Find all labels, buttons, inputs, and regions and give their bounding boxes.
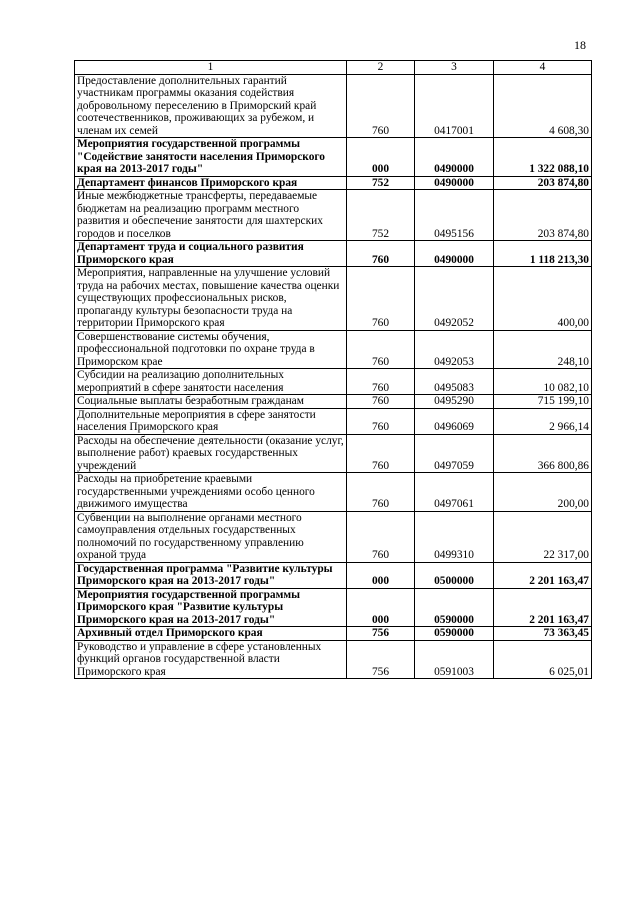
row-article-cell: 0591003 (415, 640, 494, 679)
row-code-cell: 760 (347, 473, 415, 512)
row-name-cell: Совершенствование системы обучения, профессиональной подготовки по охране труда в Приморском крае (75, 330, 347, 369)
row-article-cell: 0490000 (415, 241, 494, 267)
row-code-cell: 760 (347, 74, 415, 138)
row-amount-cell: 203 874,80 (494, 190, 592, 241)
table-row (75, 627, 592, 641)
row-code-cell: 760 (347, 511, 415, 562)
row-code-cell: 760 (347, 434, 415, 473)
row-name-cell: Государственная программа "Развитие культуры Приморского края на 2013-2017 годы" (75, 562, 347, 588)
row-article-cell: 0590000 (415, 627, 494, 641)
row-name-cell: Расходы на обеспечение деятельности (оказание услуг, выполнение работ) краевых государственных учреждений (75, 434, 347, 473)
row-amount-cell: 400,00 (494, 267, 592, 331)
header-cell-name: 1 (75, 61, 347, 75)
row-name-cell: Расходы на приобретение краевыми государственными учреждениями особо ценного движимого имущества (75, 473, 347, 512)
table-row (75, 138, 592, 177)
row-code-cell: 752 (347, 190, 415, 241)
table-row (75, 588, 592, 627)
row-code-cell: 760 (347, 395, 415, 409)
table-row (75, 176, 592, 190)
row-amount-cell: 6 025,01 (494, 640, 592, 679)
budget-table (74, 60, 592, 679)
row-article-cell: 0417001 (415, 74, 494, 138)
row-amount-cell: 22 317,00 (494, 511, 592, 562)
table-row (75, 190, 592, 241)
row-article-cell: 0496069 (415, 408, 494, 434)
row-code-cell: 756 (347, 640, 415, 679)
table-row (75, 511, 592, 562)
row-amount-cell: 73 363,45 (494, 627, 592, 641)
row-amount-cell: 10 082,10 (494, 369, 592, 395)
row-article-cell: 0495290 (415, 395, 494, 409)
header-cell-code: 2 (347, 61, 415, 75)
table-row (75, 395, 592, 409)
row-amount-cell: 2 966,14 (494, 408, 592, 434)
table-row (75, 562, 592, 588)
table-row (75, 640, 592, 679)
row-article-cell: 0490000 (415, 138, 494, 177)
header-cell-article: 3 (415, 61, 494, 75)
header-cell-amount: 4 (494, 61, 592, 75)
row-code-cell: 760 (347, 267, 415, 331)
row-code-cell: 000 (347, 562, 415, 588)
row-name-cell: Субвенции на выполнение органами местного самоуправления отдельных государственных полномочий по государственному управлению охраной труда (75, 511, 347, 562)
row-name-cell: Мероприятия, направленные на улучшение условий труда на рабочих местах, повышение качества оценки существующих профессиональных рисков, пропаганду культуры безопасности труда на территории Приморского края (75, 267, 347, 331)
table-row (75, 74, 592, 138)
row-amount-cell: 1 322 088,10 (494, 138, 592, 177)
row-name-cell: Мероприятия государственной программы Приморского края "Развитие культуры Приморского края на 2013-2017 годы" (75, 588, 347, 627)
row-amount-cell: 1 118 213,30 (494, 241, 592, 267)
row-article-cell: 0495083 (415, 369, 494, 395)
row-amount-cell: 200,00 (494, 473, 592, 512)
row-amount-cell: 248,10 (494, 330, 592, 369)
row-code-cell: 000 (347, 138, 415, 177)
row-amount-cell: 203 874,80 (494, 176, 592, 190)
row-code-cell: 760 (347, 369, 415, 395)
row-amount-cell: 2 201 163,47 (494, 562, 592, 588)
table-row (75, 408, 592, 434)
row-name-cell: Архивный отдел Приморского края (75, 627, 347, 641)
table-row (75, 330, 592, 369)
row-article-cell: 0497059 (415, 434, 494, 473)
table-row (75, 473, 592, 512)
row-name-cell: Предоставление дополнительных гарантий участникам программы оказания содействия добровольному переселению в Приморский край соотечественников, проживающих за рубежом, и членам их семей (75, 74, 347, 138)
row-code-cell: 760 (347, 330, 415, 369)
table-row (75, 267, 592, 331)
row-code-cell: 756 (347, 627, 415, 641)
row-code-cell: 000 (347, 588, 415, 627)
row-article-cell: 0499310 (415, 511, 494, 562)
table-header-row (75, 61, 592, 75)
row-name-cell: Департамент финансов Приморского края (75, 176, 347, 190)
row-article-cell: 0492052 (415, 267, 494, 331)
row-code-cell: 760 (347, 408, 415, 434)
row-article-cell: 0590000 (415, 588, 494, 627)
row-name-cell: Мероприятия государственной программы "Содействие занятости населения Приморского края на 2013-2017 годы" (75, 138, 347, 177)
row-amount-cell: 366 800,86 (494, 434, 592, 473)
table-row (75, 369, 592, 395)
row-article-cell: 0495156 (415, 190, 494, 241)
page-number: 18 (574, 38, 586, 52)
row-code-cell: 752 (347, 176, 415, 190)
row-name-cell: Социальные выплаты безработным гражданам (75, 395, 347, 409)
row-amount-cell: 4 608,30 (494, 74, 592, 138)
row-name-cell: Дополнительные мероприятия в сфере занятости населения Приморского края (75, 408, 347, 434)
row-article-cell: 0490000 (415, 176, 494, 190)
row-article-cell: 0492053 (415, 330, 494, 369)
row-article-cell: 0497061 (415, 473, 494, 512)
row-name-cell: Руководство и управление в сфере установленных функций органов государственной власти Приморского края (75, 640, 347, 679)
row-name-cell: Иные межбюджетные трансферты, передаваемые бюджетам на реализацию программ местного развития и обеспечение занятости для шахтерских городов и поселков (75, 190, 347, 241)
row-amount-cell: 2 201 163,47 (494, 588, 592, 627)
row-name-cell: Субсидии на реализацию дополнительных мероприятий в сфере занятости населения (75, 369, 347, 395)
row-code-cell: 760 (347, 241, 415, 267)
row-name-cell: Департамент труда и социального развития Приморского края (75, 241, 347, 267)
table-row (75, 434, 592, 473)
table-row (75, 241, 592, 267)
row-amount-cell: 715 199,10 (494, 395, 592, 409)
row-article-cell: 0500000 (415, 562, 494, 588)
